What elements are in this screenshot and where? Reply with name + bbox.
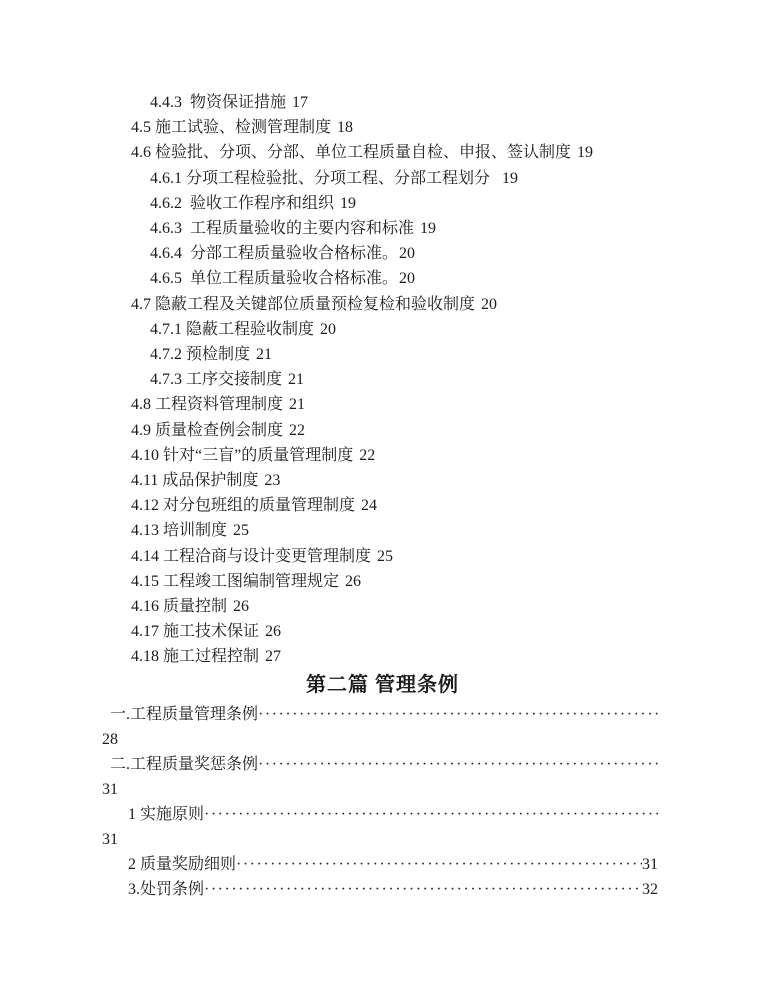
toc-entry[interactable] [131, 443, 765, 468]
toc-entry-page: 25 [233, 522, 250, 540]
toc-entry-page: 20 [320, 320, 337, 338]
toc-entry[interactable] [150, 166, 765, 191]
toc-entry-title: 4.5 施工试验、检测管理制度 [131, 119, 332, 137]
toc-entry-page: 22 [359, 446, 376, 464]
toc-entry[interactable] [150, 342, 765, 367]
toc-entry-page: 26 [345, 572, 362, 590]
toc-entry-page: 27 [265, 648, 282, 666]
toc-entry[interactable] [131, 619, 765, 644]
toc-entry-title: 4.13 培训制度 [131, 522, 228, 540]
toc-entry-page: 31 [102, 830, 118, 848]
toc-entry-page: 21 [289, 396, 306, 414]
toc-entry-title: 4.7.3 工序交接制度 [150, 371, 283, 389]
toc-entry[interactable] [131, 594, 765, 619]
toc-entry[interactable] [110, 752, 658, 777]
toc-entry-title: 4.17 施工技术保证 [131, 623, 260, 641]
toc-entry-title: 一.工程质量管理条例 [110, 705, 259, 723]
toc-entry[interactable] [110, 702, 658, 727]
toc-entry[interactable] [131, 392, 765, 417]
toc-entry[interactable] [128, 802, 658, 827]
dot-leader [258, 752, 658, 777]
toc-entry-title: 4.15 工程竣工图编制管理规定 [131, 572, 340, 590]
toc-entry[interactable] [131, 493, 765, 518]
toc-entry[interactable] [150, 241, 765, 266]
toc-entry[interactable] [150, 317, 765, 342]
toc-entry[interactable] [131, 544, 765, 569]
toc-entry[interactable] [131, 115, 765, 140]
toc-entry-page: 18 [337, 119, 354, 137]
toc-entry[interactable] [150, 191, 765, 216]
toc-entry[interactable] [150, 216, 765, 241]
toc-entry-page: 19 [577, 144, 594, 162]
toc-entry-title: 4.12 对分包班组的质量管理制度 [131, 497, 356, 515]
toc-entry-title: 4.6.3 工程质量验收的主要内容和标准 [150, 220, 415, 238]
dot-leader [236, 852, 642, 877]
toc-entry-title: 4.7.1 隐蔽工程验收制度 [150, 320, 315, 338]
toc-entry-title: 4.9 质量检查例会制度 [131, 421, 284, 439]
toc-entry-page: 22 [289, 421, 306, 439]
toc-entry[interactable] [131, 140, 765, 165]
toc-entry-title: 4.6.4 分部工程质量验收合格标准。 [150, 245, 399, 263]
toc-entry-title: 4.10 针对“三盲”的质量管理制度 [131, 446, 354, 464]
toc-entry[interactable] [131, 569, 765, 594]
toc-entry-page: 17 [292, 94, 309, 111]
toc-entry-page: 25 [377, 547, 394, 565]
toc-entry-title: 4.6.2 验收工作程序和组织 [150, 194, 335, 212]
toc-entry-title: 4.7.2 预检制度 [150, 346, 251, 364]
table-of-contents-part2 [0, 702, 765, 902]
toc-entry-title: 4.8 工程资料管理制度 [131, 396, 284, 414]
toc-entry-page: 26 [265, 623, 282, 641]
toc-entry[interactable] [150, 90, 765, 115]
toc-entry-title: 4.18 施工过程控制 [131, 648, 260, 666]
toc-entry-title: 3.处罚条例 [128, 880, 205, 898]
toc-entry-page: 28 [102, 730, 118, 748]
toc-entry-page: 31 [642, 855, 658, 873]
toc-entry-title: 二.工程质量奖惩条例 [110, 755, 259, 773]
toc-entry[interactable] [131, 292, 765, 317]
toc-entry-title: 4.7 隐蔽工程及关键部位质量预检复检和验收制度 [131, 295, 476, 313]
toc-entry-page: 19 [502, 169, 519, 187]
toc-entry-page: 31 [102, 780, 118, 798]
toc-entry-page: 19 [420, 220, 437, 238]
dot-leader [204, 877, 642, 902]
dot-leader [204, 802, 658, 827]
toc-entry-title: 2 质量奖励细则 [128, 855, 237, 873]
toc-entry-title: 1 实施原则 [128, 805, 205, 823]
section-heading: 第二篇 管理条例 [306, 673, 459, 696]
toc-entry[interactable] [128, 877, 658, 902]
toc-entry-page: 32 [642, 880, 658, 898]
toc-entry[interactable] [131, 644, 765, 669]
toc-entry-title: 4.4.3 物资保证措施 [150, 94, 287, 111]
toc-entry[interactable] [150, 367, 765, 392]
toc-entry-page: 19 [340, 194, 357, 212]
toc-entry-title: 4.14 工程洽商与设计变更管理制度 [131, 547, 372, 565]
toc-entry-title: 4.11 成品保护制度 [131, 472, 259, 490]
toc-entry-title: 4.6.5 单位工程质量验收合格标准。 [150, 270, 399, 288]
toc-entry-page: 21 [288, 371, 305, 389]
toc-entry-page: 26 [233, 598, 250, 616]
toc-entry[interactable] [128, 852, 658, 877]
toc-entry-page: 21 [256, 346, 273, 364]
toc-entry-page: 24 [361, 497, 378, 515]
toc-entry[interactable] [131, 418, 765, 443]
toc-entry[interactable] [131, 518, 765, 543]
toc-entry-page: 23 [264, 472, 281, 490]
toc-entry[interactable] [150, 266, 765, 291]
toc-entry-page: 20 [481, 295, 498, 313]
toc-entry-page: 20 [399, 270, 416, 288]
toc-entry-title: 4.6.1 分项工程检验批、分项工程、分部工程划分 [150, 169, 491, 187]
toc-entry-title: 4.16 质量控制 [131, 598, 228, 616]
toc-entry[interactable] [131, 468, 765, 493]
toc-entry-page: 20 [399, 245, 416, 263]
dot-leader [258, 702, 658, 727]
toc-entry-title: 4.6 检验批、分项、分部、单位工程质量自检、申报、签认制度 [131, 144, 572, 162]
